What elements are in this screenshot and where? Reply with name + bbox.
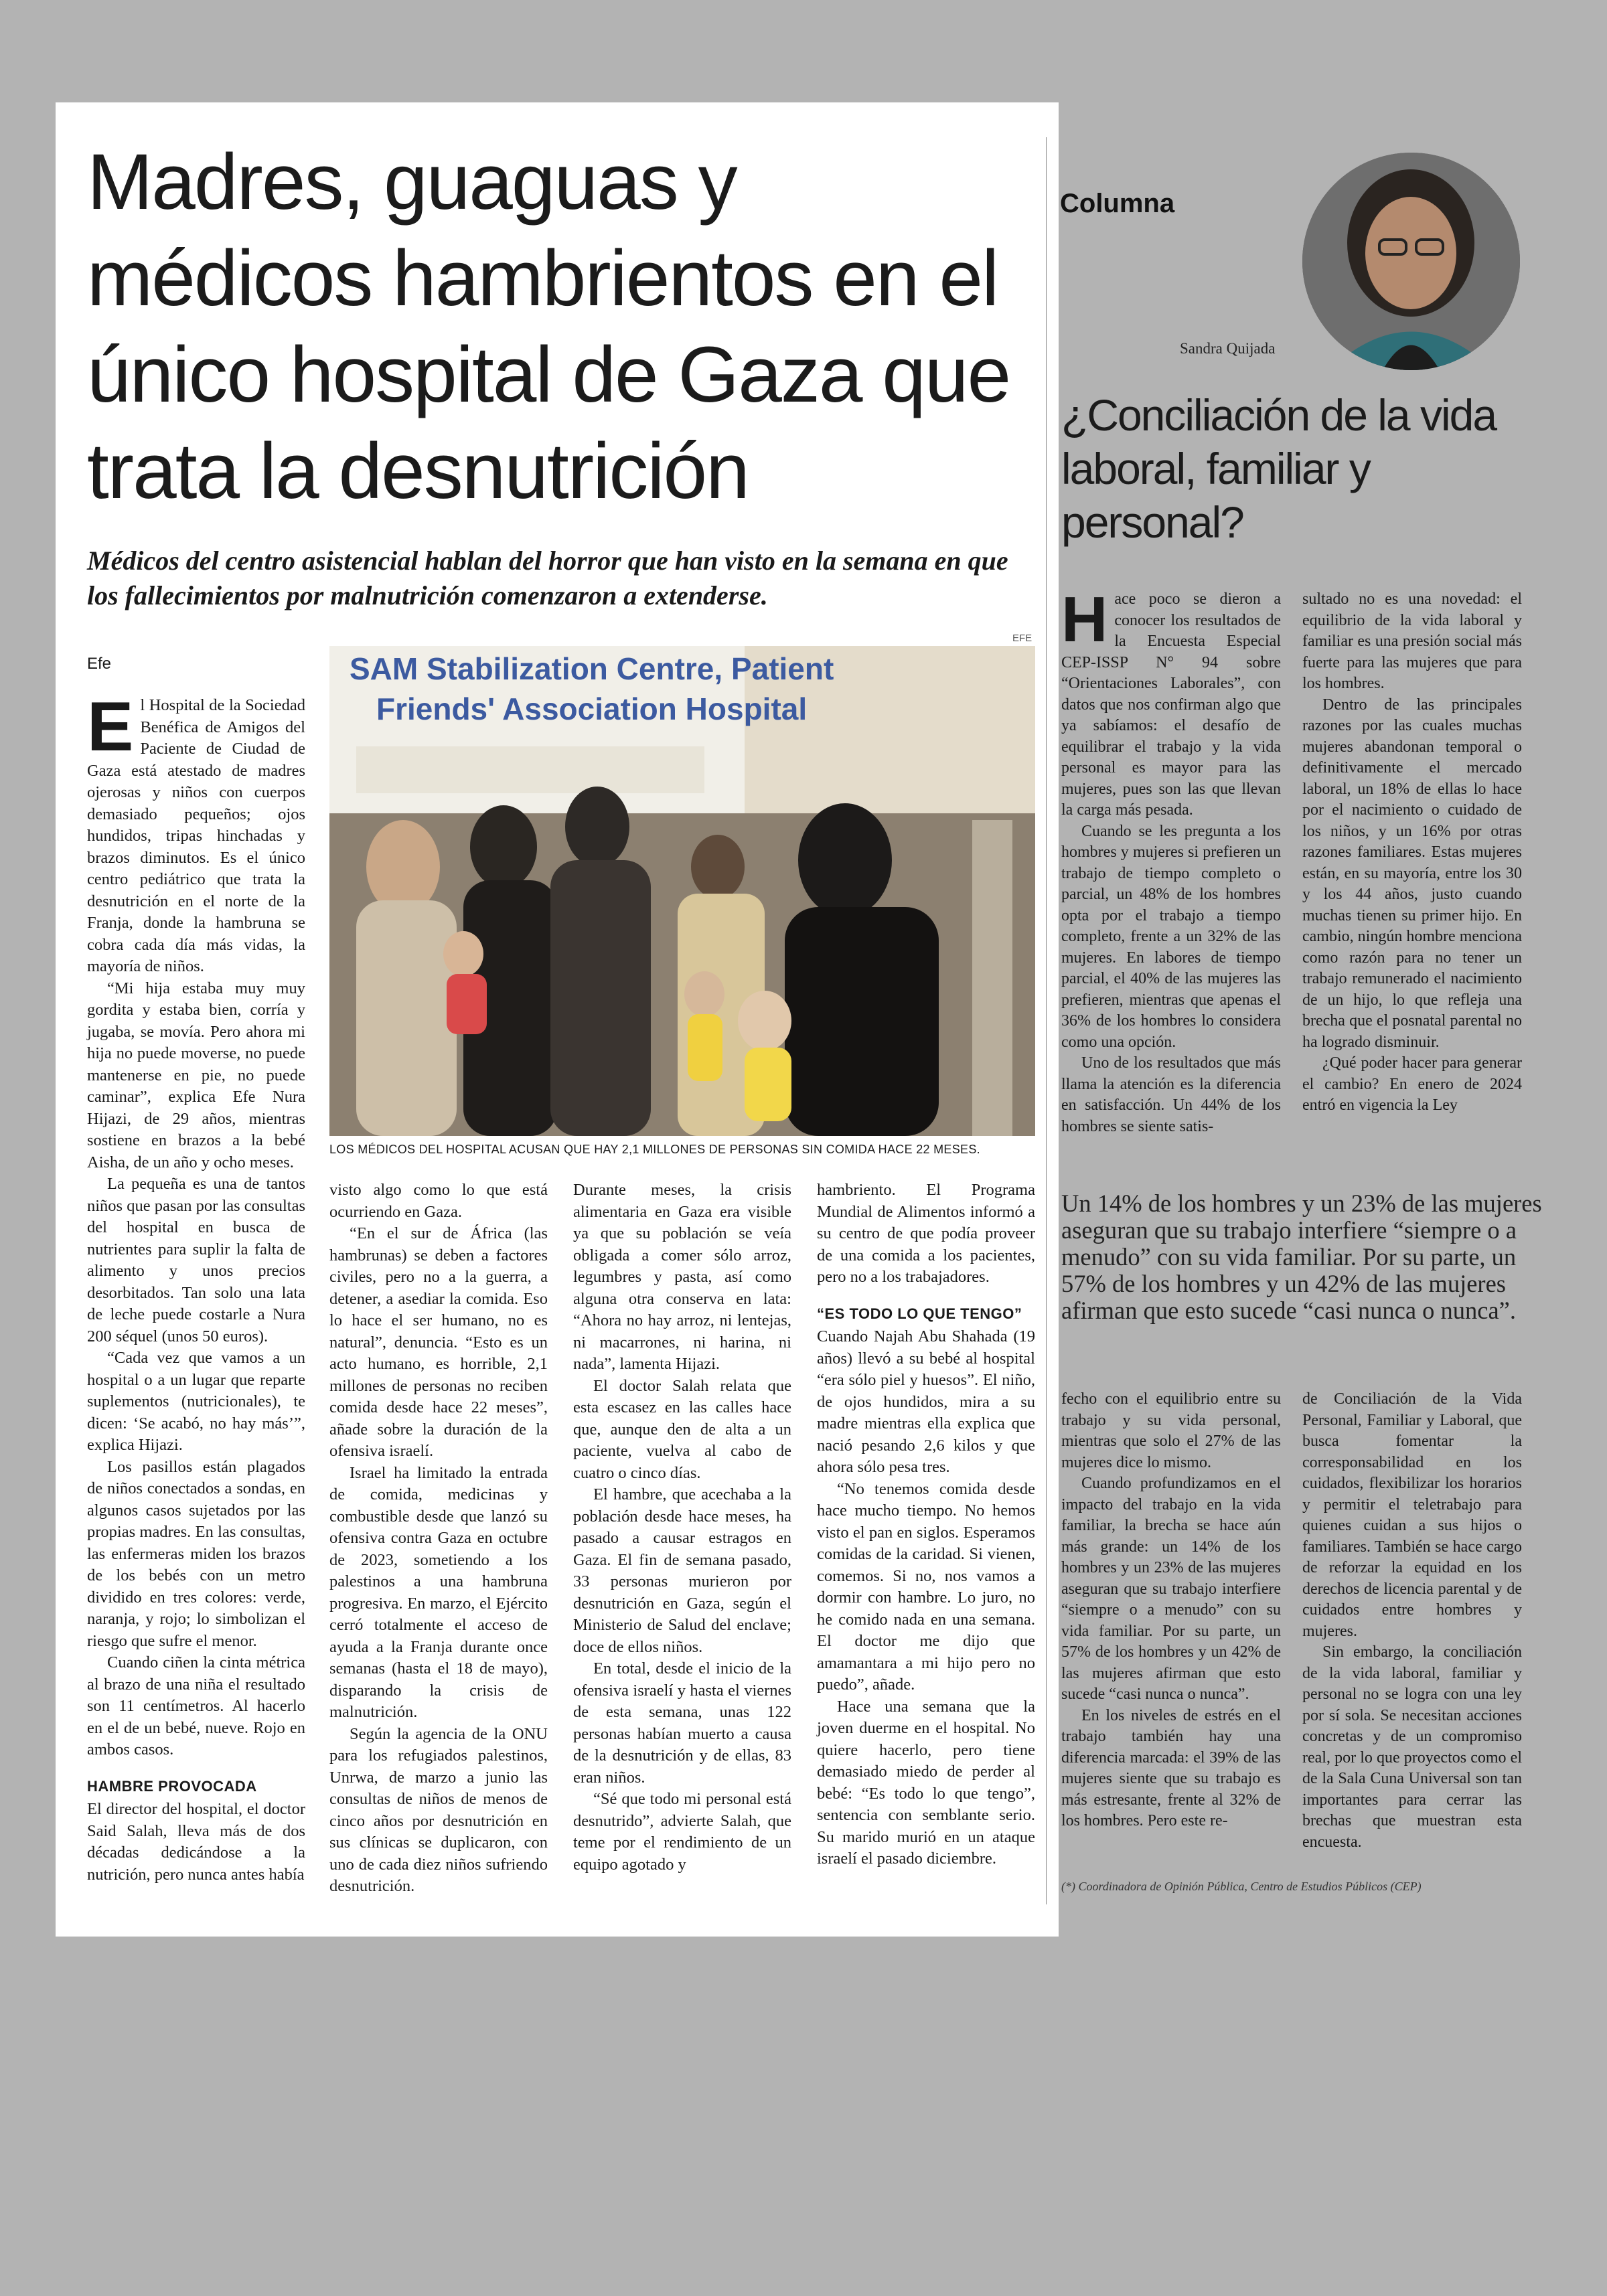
paragraph: fecho con el equilibrio entre su trabajo y su vida personal, mientras que solo el 27% de las mujeres dice lo mismo. xyxy=(1061,1390,1281,1471)
paragraph: “Mi hija estaba muy muy gordita y estaba bien, corría y jugaba, se movía. Pero ahora mi hija no puede moverse, no puede mantenerse en pie, no puede caminar”, explica Efe Nura Hijazi, de 29 años, mientras sostiene en brazos a la bebé Aisha, de un año y ocho meses. xyxy=(87,979,305,1171)
paragraph: hambriento. El Programa Mundial de Alimentos informó a su centro de que podía proveer de una comida a los pacientes, pero no a los trabajadores. xyxy=(817,1181,1035,1286)
article-column-4 xyxy=(817,1179,1035,1870)
paragraph: Cuando ciñen la cinta métrica al brazo de una niña el resultado son 11 centímetros. Al hacerlo en el de un bebé, nueve. Rojo en ambos casos. xyxy=(87,1653,305,1758)
pull-quote: Un 14% de los hombres y un 23% de las mujeres aseguran que su trabajo interfiere “siempre o a menudo” con su vida familiar. Por su parte, un 57% de los hombres y un 42% de las mujeres afirman que esto sucede “casi nunca o nunca”. xyxy=(1061,1190,1542,1324)
article-title: Madres, guaguas y médicos hambrientos en el único hospital de Gaza que trata la desnutrición xyxy=(87,138,1010,515)
paragraph: Sin embargo, la conciliación de la vida laboral, familiar y personal no se logra con una ley por sí sola. Se necesitan acciones concretas y de un compromiso real, por lo que proyectos como el de la Sala Cuna Universal son tan importantes para cerrar las brechas que muestran esta encuesta. xyxy=(1302,1643,1522,1851)
article-subtitle: Médicos del centro asistencial hablan del horror que han visto en la semana en que los fallecimientos por malnutrición comenzaron a extenderse. xyxy=(87,546,1008,610)
author-name: Sandra Quijada xyxy=(1180,340,1276,357)
author-portrait xyxy=(1302,153,1520,370)
paragraph: de Conciliación de la Vida Personal, Familiar y Laboral, que busca fomentar la corresponsabilidad en los cuidados, flexibilizar los horarios y permitir el teletrabajo para quienes cuidan a sus hijos o familiares. También se hace cargo de reforzar la equidad en los derechos de licencia parental y de cuidados entre hombres y mujeres. xyxy=(1302,1390,1522,1640)
author-footnote: (*) Coordinadora de Opinión Pública, Centro de Estudios Públicos (CEP) xyxy=(1061,1880,1422,1893)
column-col-a xyxy=(1061,584,1281,1137)
paragraph: Durante meses, la crisis alimentaria en Gaza era visible ya que su población se veía obligada a comer sólo arroz, legumbres y pasta, así como alguna otra conserva en lata: “Ahora no hay arroz, ni lentejas, ni macarrones, ni harina, ni nada”, lamenta Hijazi. xyxy=(573,1181,791,1373)
photo-caption: LOS MÉDICOS DEL HOSPITAL ACUSAN QUE HAY 2,1 MILLONES DE PERSONAS SIN COMIDA HACE 22 MESES. xyxy=(329,1143,980,1156)
paragraph: ¿Qué poder hacer para generar el cambio? En enero de 2024 entró en vigencia la Ley xyxy=(1302,1054,1522,1114)
paragraph: “Cada vez que vamos a un hospital o a un lugar que reparte suplementos (nutricionales), te dicen: ‘Se acabó, no hay más’”, explica Hijazi. xyxy=(87,1349,305,1454)
paragraph: “En el sur de África (las hambrunas) se deben a factores civiles, pero no a la guerra, a detener, a asediar la comida. Eso lo hace el ser humano, no es natural”, denuncia. “Esto es un acto humano, es horrible, 2,1 millones de personas no reciben comida desde hace 22 meses”, añade sobre la duración de la ofensiva israelí. xyxy=(329,1224,548,1460)
paragraph: Hace una semana que la joven duerme en el hospital. No quiere hacerlo, pero tiene demasiado miedo de perder al bebé: “Es todo lo que tengo”, sentencia con semblante serio. Su marido murió en un ataque israelí el pasado diciembre. xyxy=(817,1697,1035,1868)
paragraph: El director del hospital, el doctor Said Salah, lleva más de dos décadas dedicándose a la nutrición, pero nunca antes había xyxy=(87,1800,305,1884)
photo-sign-line2: Friends' Association Hospital xyxy=(376,691,808,726)
article-byline: Efe xyxy=(87,655,112,673)
column-col-d xyxy=(1302,1389,1522,1853)
paragraph: visto algo como lo que está ocurriendo en Gaza. xyxy=(329,1181,548,1221)
paragraph: Uno de los resultados que más llama la atención es la diferencia en satisfacción. Un 44% de los hombres se siente satis- xyxy=(1061,1054,1281,1135)
paragraph: “Sé que todo mi personal está desnutrido”, advierte Salah, que teme por el rendimiento de un equipo agotado y xyxy=(573,1790,791,1874)
column-title: ¿Conciliación de la vida laboral, familiar y personal? xyxy=(1061,390,1497,547)
author-avatar xyxy=(1302,153,1520,370)
paragraph: “No tenemos comida desde hace mucho tiempo. No hemos visto el pan en siglos. Esperamos comidas de la caridad. Si vienen, comemos. Si no, nos vamos a dormir con hambre. Lo juro, no he comido nada en una semana. El doctor me dijo que amamantara a mi hijo pero no puedo”, añade. xyxy=(817,1479,1035,1694)
paragraph: Israel ha limitado la entrada de comida, medicinas y combustible desde que lanzó su ofensiva contra Gaza en octubre de 2023, sometiendo a los palestinos a una hambruna progresiva. En marzo, el Ejército cerró totalmente el acceso de ayuda a la Franja durante once semanas (hasta el 18 de mayo), disparando la crisis de malnutrición. xyxy=(329,1463,548,1721)
paragraph: Según la agencia de la ONU para los refugiados palestinos, Unrwa, de marzo a junio las consultas de niños de menos de cinco años por desnutrición en sus clínicas se duplicaron, con uno de cada diez niños sufriendo desnutrición. xyxy=(329,1724,548,1895)
article-column-3 xyxy=(573,1179,791,1876)
paragraph: ace poco se dieron a conocer los resultados de la Encuesta Especial CEP-ISSP N° 94 sobre “Orientaciones Laborales”, con datos que nos confirman algo que ya sabíamos: el desafío de equilibrar el trabajo y la vida personal es mayor para las mujeres, pues son las que llevan la carga más pesada. xyxy=(1061,590,1281,819)
paragraph: Dentro de las principales razones por las cuales muchas mujeres abandonan temporal o definitivamente el mercado laboral, un 18% de ellas lo hace por el nacimiento o cuidado de los niños, y un 16% por otras razones familiares. Estas mujeres están, en su mayoría, entre los 30 y los 44 años, justo cuando muchas tienen su primer hijo. En cambio, ningún hombre menciona como razón para no tener un trabajo remunerado el nacimiento de un hijo, lo que refleja una brecha que el posnatal parental no ha logrado disminuir. xyxy=(1302,695,1522,1051)
paragraph: sultado no es una novedad: el equilibrio de la vida laboral y familiar es una presión social más fuerte para las mujeres que para los hombres. xyxy=(1302,590,1522,692)
paragraph: Los pasillos están plagados de niños conectados a sondas, en algunos casos sujetados por las propias madres. En las consultas, las enfermeras miden los brazos de los bebés con un metro dividido en tres colores: verde, naranja, y rojo; lo simbolizan el riesgo que sufre el menor. xyxy=(87,1457,305,1650)
paragraph: La pequeña es una de tantos niños que pasan por las consultas del hospital en busca de nutrientes para suplir la falta de alimento y unos precios desorbitados. Tan solo una lata de leche puede costarle a Nura 200 séquel (unos 50 euros). xyxy=(87,1175,305,1345)
article-column-2 xyxy=(329,1179,548,1898)
drop-cap: E xyxy=(87,688,134,766)
paragraph: Cuando se les pregunta a los hombres y mujeres si prefieren un trabajo de tiempo completo o parcial, un 48% de los hombres opta por el trabajo a tiempo completo, frente a un 32% de las mujeres. En labores de tiempo parcial, el 40% de las mujeres las prefieren, mientras que apenas el 36% de los hombres lo considera como una opción. xyxy=(1061,822,1281,1051)
paragraph: l Hospital de la Sociedad Benéfica de Amigos del Paciente de Ciudad de Gaza está atestado de madres ojerosas y niños con cuerpos demasiado pequeños; ojos hundidos, tripas hinchadas y brazos diminutos. Es el único centro pediátrico que trata la desnutrición en el norte de la Franja, donde la hambruna se cobra cada día más vidas, la mayoría de niños. xyxy=(87,696,305,975)
section-heading: “ES TODO LO QUE TENGO” xyxy=(817,1305,1022,1322)
paragraph: El doctor Salah relata que esta escasez en las calles hace que, aunque den de alta a un paciente, vuelva al cabo de cuatro o cinco días. xyxy=(573,1376,791,1482)
article-column-1 xyxy=(87,688,305,1886)
photo-credit: EFE xyxy=(1012,633,1032,644)
column-col-b xyxy=(1302,589,1522,1117)
paragraph: Cuando profundizamos en el impacto del trabajo en la vida familiar, la brecha se hace aún más grande: un 14% de los hombres y un 23% de las mujeres aseguran que su trabajo interfiere “siempre o a menudo” con su vida familiar. Por su parte, un 57% de los hombres y un 42% de las mujeres afirman que esto sucede “casi nunca o nunca”. xyxy=(1061,1475,1281,1703)
paragraph: En los niveles de estrés en el trabajo también hay una diferencia marcada: el 39% de las mujeres siente que su trabajo es más estresante, frente al 32% de los hombres. Pero este re- xyxy=(1061,1706,1281,1829)
paragraph: Cuando Najah Abu Shahada (19 años) llevó a su bebé al hospital “era sólo piel y huesos”. El niño, de ojos hundidos, mira a su madre mientras ella explica que nació pesando 2,6 kilos y que ahora sólo pesa tres. xyxy=(817,1327,1035,1476)
paragraph: En total, desde el inicio de la ofensiva israelí y hasta el viernes de esta semana, unas 122 personas habían muerto a causa de la desnutrición y de ellas, 83 eran niños. xyxy=(573,1659,791,1787)
hospital-photo-illustration xyxy=(329,646,1035,1136)
column-col-c xyxy=(1061,1389,1281,1832)
drop-cap: H xyxy=(1061,584,1108,655)
photo-sign-line1: SAM Stabilization Centre, Patient xyxy=(350,651,834,686)
hospital-photo xyxy=(329,646,1035,1136)
column-divider xyxy=(1046,137,1047,1904)
section-label: Columna xyxy=(1060,189,1175,218)
paragraph: El hambre, que acechaba a la población desde hace meses, ha pasado a causar estragos en Gaza. El fin de semana pasado, 33 personas murieron por desnutrición en Gaza, según el Ministerio de Salud del enclave; doce de ellos niños. xyxy=(573,1485,791,1656)
section-heading: HAMBRE PROVOCADA xyxy=(87,1777,257,1795)
